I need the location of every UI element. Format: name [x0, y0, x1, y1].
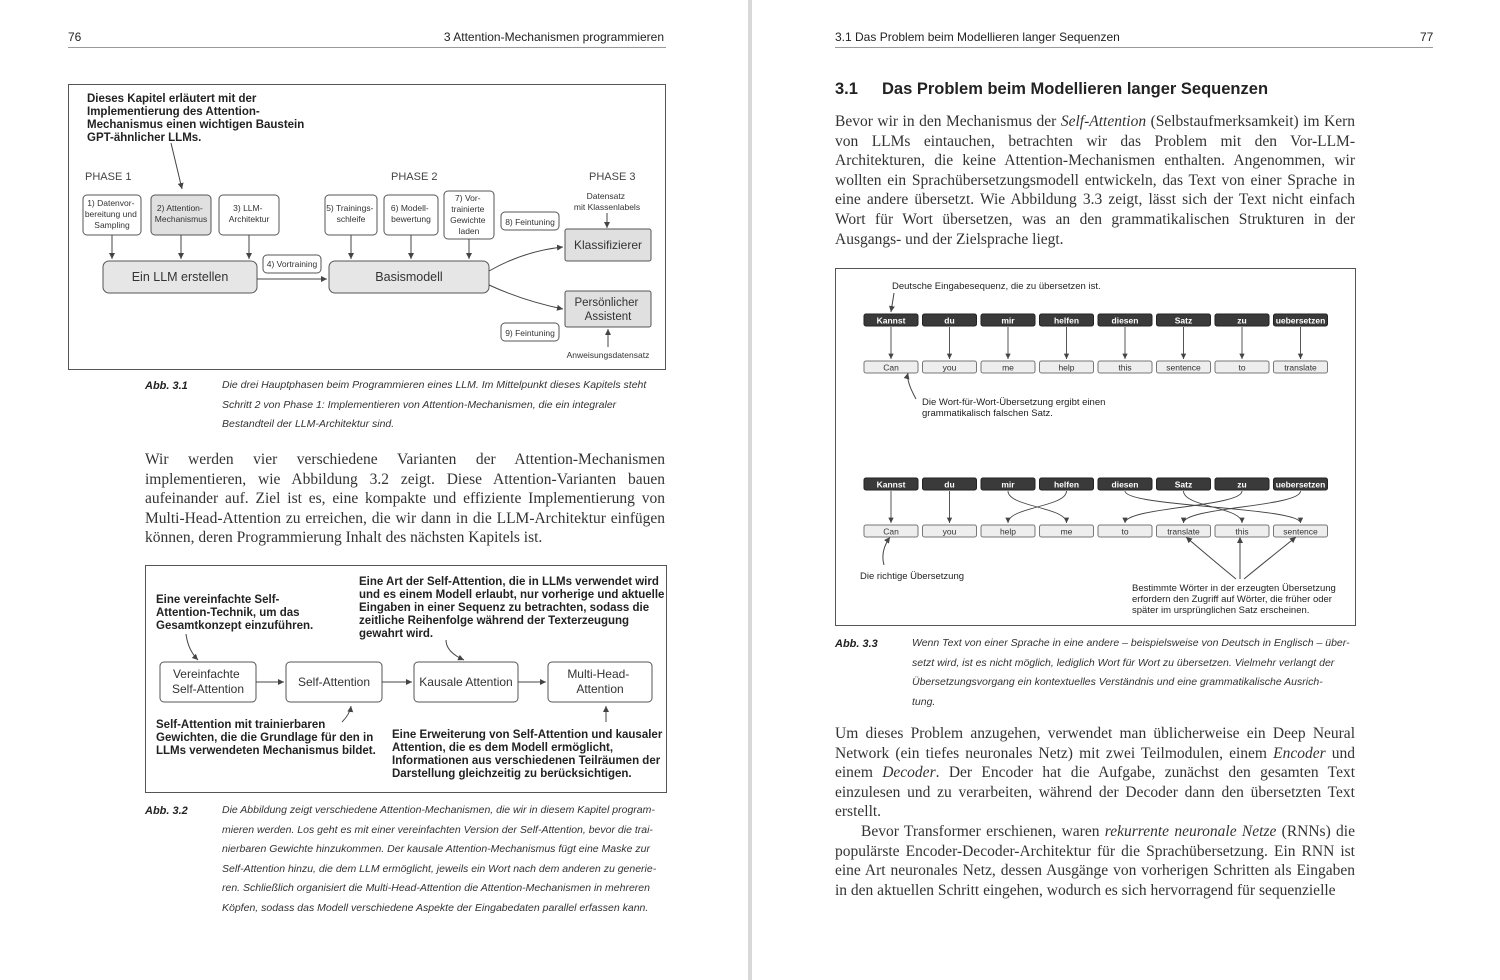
- literal-word-word: Can: [883, 362, 899, 373]
- header-rule: [68, 47, 666, 48]
- literal-translation-row: [864, 361, 1328, 373]
- literal-word-word: translate: [1284, 362, 1317, 373]
- note-multi-head: Eine Erweiterung von Self-Attention und kausaler Attention, die es dem Modell ermöglicht, Informationen aus verschiedenen Teilräumen der Darstellung gleichzeitig zu berücksichtigen.: [392, 729, 663, 780]
- german-word-word: helfen: [1053, 479, 1080, 490]
- phase2-label: PHASE 2: [391, 171, 438, 183]
- note-trainable: Self-Attention mit trainierbaren Gewichten, die die Grundlage für den in LLMs verwendeten Mechanismus bildet.: [156, 719, 376, 757]
- dataset-top-label: Datensatz mit Klassenlabels: [573, 191, 641, 212]
- correct-word-word: translate: [1167, 526, 1200, 537]
- caption-3-2: Die Abbildung zeigt verschiedene Attention-Mechanismen, die wir in diesem Kapitel program- mieren werden. Los geht es mit einer vereinfachten Version der Self-Attention, bevor die trai- nierbaren Gewichte hinzukommen. Der kausale Attention-Mechanismus fügt eine Maske zur Self-Attention hinzu, die dem LLM ermöglicht, jeweils ein Wort nach dem anderen zu generie- ren. Schließlich organisiert die Multi-Head-Attention die Attention-Mechanismen in mehreren Köpfen, sodass das Modell verschiedene Aspekte der Eingabedaten parallel erfassen kann.: [222, 804, 657, 914]
- input-sequence-label: Deutsche Eingabesequenz, die zu übersetzen ist.: [892, 281, 1101, 292]
- literal-note-arrow: [908, 373, 916, 399]
- german-word-word: uebersetzen: [1275, 315, 1326, 326]
- context-arrow-3: [1244, 537, 1296, 579]
- german-word-word: Satz: [1174, 479, 1193, 490]
- text-simplified: Vereinfachte Self-Attention: [171, 667, 245, 696]
- correct-word-word: help: [999, 526, 1017, 537]
- note-causal: Eine Art der Self-Attention, die in LLMs verwendet wird und es einem Modell erlaubt, nur vorherige und aktuelle Eingaben in einer Sequenz zu betrachten, sodass die zeitliche Reihenfolge während der Texterzeugung gewahrt wird.: [359, 576, 665, 640]
- step7-text: 7) Vor- trainierte Gewichte laden: [450, 193, 486, 236]
- fig31-intro-text: Dieses Kapitel erläutert mit der Implementierung des Attention- Mechanismus einen wichtigen Baustein GPT-ähnlicher LLMs.: [87, 93, 305, 144]
- literal-arrows: [891, 327, 1301, 359]
- step9-text: 9) Feintuning: [505, 328, 555, 338]
- literal-word-word: you: [942, 362, 957, 373]
- correct-word-word: sentence: [1283, 526, 1318, 537]
- german-word-word: Satz: [1174, 315, 1193, 326]
- section-title: Das Problem beim Modellieren langer Sequenzen: [882, 80, 1269, 98]
- correct-word-word: Can: [883, 526, 899, 537]
- figure-3-3: [835, 268, 1356, 626]
- caption-3-3: Wenn Text von einer Sprache in eine andere – beispielsweise von Deutsch in Englisch – über- setzt wird, ist es nicht möglich, lediglich Wort für Wort zu übersetzen. Vielmehr verlangt der Übersetzungsvorgang ein kontextuelles Verständnis und eine grammatikalische Ausrich- tung.: [912, 637, 1350, 708]
- pretraining-text: 4) Vortraining: [266, 259, 318, 269]
- german-word-word: du: [944, 479, 955, 490]
- build-llm-text: Ein LLM erstellen: [131, 270, 229, 284]
- correct-label-arrow: [883, 537, 890, 565]
- caption-3-1: Die drei Hauptphasen beim Programmieren eines LLM. Im Mittelpunkt dieses Kapitels steht Schritt 2 von Phase 1: Implementieren von Attention-Mechanismen, die ein integraler Bestandteil der LLM-Architektur sind.: [222, 379, 647, 430]
- correct-word-word: me: [1060, 526, 1073, 537]
- arrow-to-assistant: [489, 285, 563, 309]
- fig31-intro-arrow: [171, 143, 182, 189]
- aligned-arrows: [891, 491, 1301, 523]
- step6-text: 6) Modell- bewertung: [390, 203, 431, 224]
- figure-3-2-diagram: [146, 566, 666, 792]
- word-alignment-arrow: [1184, 491, 1301, 523]
- left-page: [0, 0, 748, 980]
- word-alignment-arrow: [1125, 491, 1242, 523]
- figure-3-3-diagram: [836, 269, 1355, 625]
- caption-3-2-label: Abb. 3.2: [145, 805, 188, 817]
- german-row-2: [864, 478, 1328, 490]
- arrow-note-simplified: [186, 634, 198, 660]
- page-number-right: 77: [1420, 30, 1434, 44]
- arrow-note-trainable: [342, 706, 351, 722]
- correct-word-word: to: [1121, 526, 1129, 537]
- header-rule-right: [835, 47, 1433, 48]
- chapter-header: 3 Attention-Mechanismen programmieren: [443, 30, 664, 44]
- instruction-dataset-label: Anweisungsdatensatz: [566, 350, 650, 360]
- text-multi-head: Multi-Head- Attention: [567, 667, 630, 696]
- caption-3-1-label: Abb. 3.1: [145, 380, 188, 392]
- german-word-word: mir: [1001, 315, 1015, 326]
- classifier-text: Klassifizierer: [573, 238, 643, 252]
- correct-translation-label: Die richtige Übersetzung: [860, 571, 965, 582]
- right-paragraph-2: Um dieses Problem anzugehen, verwendet man üblicherweise ein Deep Neural Network (ein tiefes neuronales Netz) mit zwei Teilmodulen, einem Encoder und einem Decoder. Der Encoder hat die Aufgabe, zunächst den gesamten Text einzulesen und zu verarbeiten, während der Decoder dann den übersetzten Text erstellt.: [835, 725, 1356, 821]
- german-word-word: du: [944, 315, 955, 326]
- german-word-word: Kannst: [876, 315, 906, 326]
- literal-word-word: this: [1118, 362, 1132, 373]
- german-word-word: helfen: [1053, 315, 1080, 326]
- text-self-attention: Self-Attention: [297, 675, 371, 689]
- step8-text: 8) Feintuning: [505, 217, 555, 227]
- right-paragraph-1: Bevor wir in den Mechanismus der Self-Attention (Selbstaufmerksamkeit) im Kern von LLMs eintauchen, betrachten wir das Problem mit den Vor-LLM-Architekturen, die keine Attention-Mechanismen enthalten. Angenommen, wir wollten ein Sprachübersetzungsmodell entwickeln, das Text von einer Sprache in eine andere übersetzt. Wie Abbildung 3.3 zeigt, lässt sich der Text nicht einfach Wort für Wort übersetzen, was an den grammatikalischen Strukturen in der Ausgangs- und der Zielsprache liegt.: [835, 113, 1355, 248]
- literal-word-word: me: [1002, 362, 1014, 373]
- arrow-to-classifier: [489, 247, 563, 271]
- word-alignment-arrow: [1008, 491, 1067, 523]
- caption-3-3-label: Abb. 3.3: [835, 638, 878, 650]
- right-page: [752, 0, 1500, 980]
- step2-text: 2) Attention- Mechanismus: [154, 203, 208, 224]
- step3-text: 3) LLM- Architektur: [228, 203, 270, 224]
- german-word-word: uebersetzen: [1275, 479, 1326, 490]
- literal-word-word: to: [1238, 362, 1246, 373]
- figure-3-1-diagram: [69, 85, 665, 369]
- german-word-word: diesen: [1111, 479, 1139, 490]
- section-number: 3.1: [835, 80, 858, 98]
- german-row-1: [864, 314, 1328, 326]
- literal-word-word: help: [1058, 362, 1075, 373]
- right-paragraph-3: Bevor Transformer erschienen, waren rekurrente neuronale Netze (RNNs) die populärste Encoder-Decoder-Architektur für die Sprachübersetzung. Ein RNN ist eine Art neuronales Netz, dessen Ausgänge von vorherigen Schritten als Eingaben in den aktuellen Schritt eingehen, wodurch es sich hervorragend für sequenzielle: [835, 823, 1355, 899]
- german-word-word: diesen: [1111, 315, 1139, 326]
- correct-word-word: you: [942, 526, 957, 537]
- input-label-arrow: [891, 293, 894, 312]
- german-word-word: Kannst: [876, 479, 906, 490]
- literal-note: Die Wort-für-Wort-Übersetzung ergibt einen grammatikalisch falschen Satz.: [922, 397, 1106, 419]
- context-arrow-1: [1186, 537, 1236, 579]
- arrow-note-causal: [446, 640, 464, 660]
- phase3-label: PHASE 3: [589, 171, 636, 183]
- literal-word-word: sentence: [1166, 362, 1201, 373]
- word-alignment-arrow: [1184, 491, 1243, 523]
- base-model-text: Basismodell: [375, 270, 443, 284]
- german-word-word: mir: [1001, 479, 1015, 490]
- step1-text: 1) Datenvor- bereitung und Sampling: [84, 198, 137, 230]
- page-number-left: 76: [68, 30, 82, 44]
- correct-word-word: this: [1235, 526, 1249, 537]
- figure-3-2: [145, 565, 667, 793]
- step5-text: 5) Trainings- schleife: [326, 203, 374, 224]
- correct-translation-row: [864, 525, 1328, 537]
- phase1-label: PHASE 1: [85, 171, 132, 183]
- section-header: 3.1 Das Problem beim Modellieren langer Sequenzen: [835, 30, 1120, 44]
- assistant-text: Persönlicher Assistent: [574, 297, 639, 323]
- note-simplified: Eine vereinfachte Self- Attention-Technik, um das Gesamtkonzept einzuführen.: [156, 594, 314, 632]
- text-causal-attention: Kausale Attention: [419, 675, 513, 689]
- context-note: Bestimmte Wörter in der erzeugten Übersetzung erfordern den Zugriff auf Wörter, die früher oder später im ursprünglichen Satz erscheinen.: [1132, 583, 1336, 616]
- figure-3-1: [68, 84, 666, 370]
- german-word-word: zu: [1237, 315, 1247, 326]
- left-paragraph-1: Wir werden vier verschiedene Varianten der Attention-Mechanismen implementieren, wie Abbildung 3.2 zeigt. Diese Attention-Varianten bauen aufeinander auf. Ziel ist es, eine kompakte und effiziente Implementierung von Multi-Head-Attention zu erreichen, die wir dann in die LLM-Architektur einfügen können, deren Programmierung Inhalt des nächsten Kapitels ist.: [145, 451, 665, 547]
- german-word-word: zu: [1237, 479, 1247, 490]
